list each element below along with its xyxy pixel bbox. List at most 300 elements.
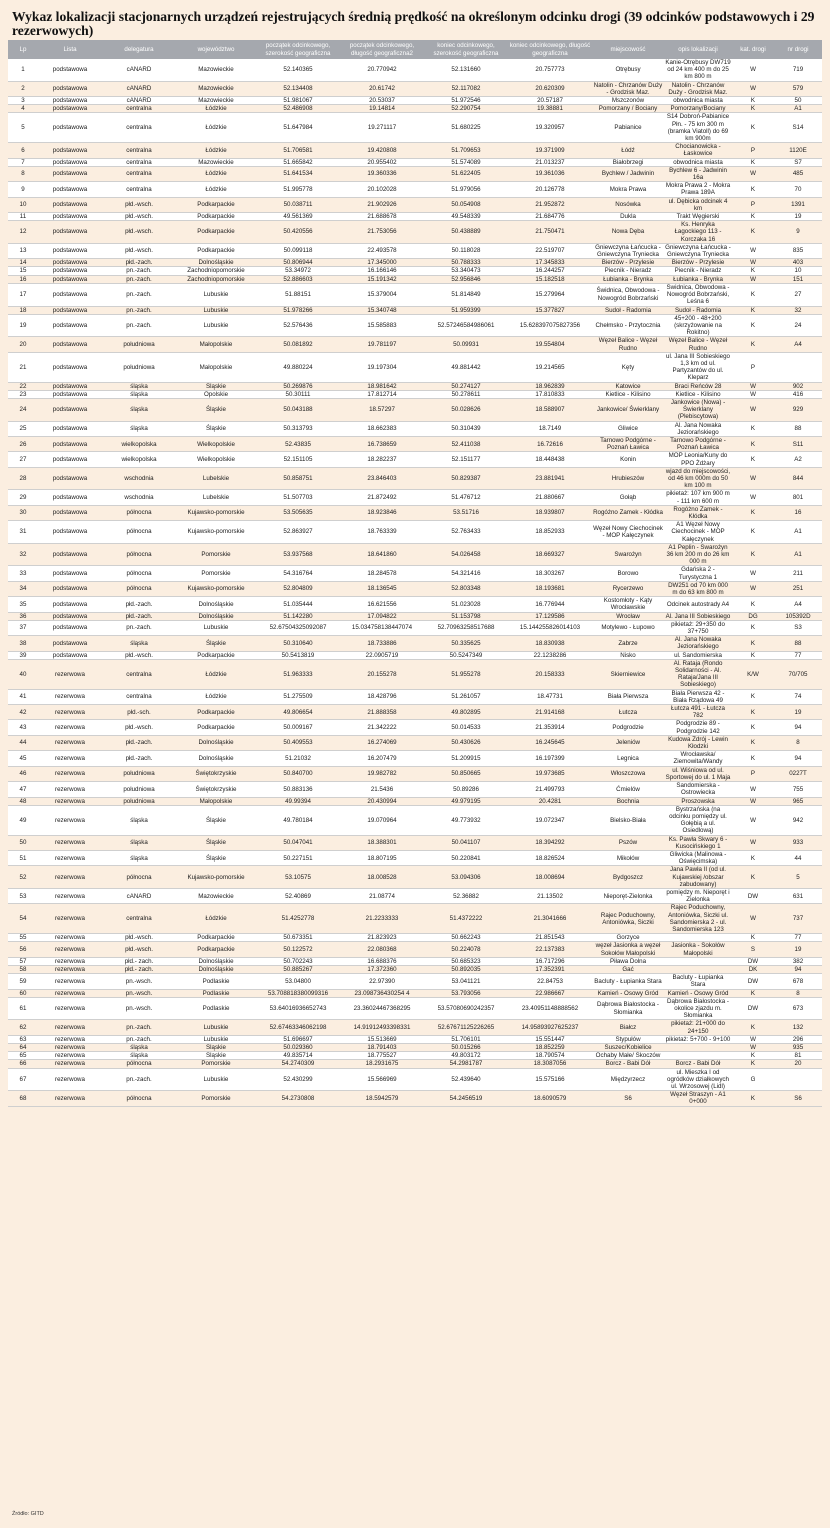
- table-cell: 52.36882: [424, 888, 508, 903]
- table-cell: Rogóżno Zamek - Kłódka: [664, 505, 732, 520]
- table-cell: śląska: [102, 1052, 176, 1060]
- table-cell: 94: [774, 965, 822, 973]
- table-row: [8, 543, 822, 566]
- table-cell: 53.51716: [424, 505, 508, 520]
- table-cell: Rajec Poduchowny, Antoniówka, Siczki: [592, 904, 664, 934]
- table-cell: W: [732, 275, 774, 283]
- table-cell: W: [732, 59, 774, 81]
- table-cell: 57: [8, 957, 38, 965]
- table-cell: podstawowa: [38, 306, 102, 314]
- column-header: początek odcinkowego, długość geograficzna2: [340, 40, 424, 59]
- table-cell: 41: [8, 689, 38, 704]
- table-cell: 737: [774, 904, 822, 934]
- page-title: Wykaz lokalizacji stacjonarnych urządzeń rejestrujących średnią prędkość na określonym odcinku drogi (39 odcinków podstawowych i 29 rezerwowych): [12, 9, 815, 38]
- table-cell: pikietaż: 21+000 do 24+150: [664, 1020, 732, 1035]
- table-cell: 20.61742: [340, 81, 424, 96]
- table-cell: 18.5942579: [340, 1091, 424, 1106]
- table-cell: rezerwowa: [38, 659, 102, 689]
- table-cell: południowa: [102, 797, 176, 805]
- table-cell: Nosówka: [592, 197, 664, 212]
- table-row: [8, 81, 822, 96]
- table-cell: W: [732, 1035, 774, 1043]
- table-cell: rezerwowa: [38, 1035, 102, 1043]
- table-cell: 3: [8, 97, 38, 105]
- table-cell: W: [732, 243, 774, 258]
- table-row: [8, 866, 822, 889]
- table-cell: pn.-zach.: [102, 314, 176, 337]
- table-cell: 51.680225: [424, 113, 508, 143]
- table-cell: K: [732, 97, 774, 105]
- table-cell: rezerwowa: [38, 934, 102, 942]
- table-cell: 49.99394: [256, 797, 340, 805]
- table-cell: K: [732, 452, 774, 467]
- table-row: [8, 659, 822, 689]
- table-cell: Podkarpackie: [176, 197, 256, 212]
- table-cell: 50: [8, 835, 38, 850]
- table-cell: K: [732, 1060, 774, 1068]
- table-cell: 51.963333: [256, 659, 340, 689]
- table-cell: 32: [8, 543, 38, 566]
- table-cell: W: [732, 797, 774, 805]
- table-cell: 50.038711: [256, 197, 340, 212]
- table-cell: K: [732, 283, 774, 306]
- table-row: [8, 382, 822, 390]
- table-cell: 965: [774, 797, 822, 805]
- table-cell: Kudowa Zdrój - Lewin Kłodzki: [664, 735, 732, 750]
- table-cell: podstawowa: [38, 490, 102, 505]
- table-cell: S14 Dobroń-Pabianice Płn. - 75 km 300 m (bramka Viatoll) do 69 km 900m: [664, 113, 732, 143]
- table-cell: 50.89286: [424, 782, 508, 797]
- table-cell: podstawowa: [38, 143, 102, 158]
- table-row: [8, 566, 822, 581]
- table-row: [8, 352, 822, 382]
- table-cell: 53.64016936652743: [256, 997, 340, 1020]
- table-cell: rezerwowa: [38, 1068, 102, 1091]
- table-cell: 14.95893927625237: [508, 1020, 592, 1035]
- table-cell: S: [732, 942, 774, 957]
- table-cell: Śląskie: [176, 382, 256, 390]
- table-cell: 53.340473: [424, 267, 508, 275]
- table-cell: Gołąb: [592, 490, 664, 505]
- table-row: [8, 1091, 822, 1106]
- table-cell: podstawowa: [38, 59, 102, 81]
- table-cell: płd.-wsch.: [102, 651, 176, 659]
- table-cell: 50.099118: [256, 243, 340, 258]
- table-cell: [664, 965, 732, 973]
- table-cell: Łódzkie: [176, 659, 256, 689]
- table-cell: 18.669327: [508, 543, 592, 566]
- table-cell: Proszowska: [664, 797, 732, 805]
- table-cell: 23.098736430254 4: [340, 989, 424, 997]
- table-cell: 21.3041666: [508, 904, 592, 934]
- table-cell: Kietlice - Kilisino: [592, 390, 664, 398]
- table-cell: 251: [774, 581, 822, 596]
- table-cell: 51.622405: [424, 166, 508, 181]
- table-cell: 20.620309: [508, 81, 592, 96]
- table-cell: 19.271117: [340, 113, 424, 143]
- table-cell: Dolnośląskie: [176, 751, 256, 766]
- table-cell: 19.320957: [508, 113, 592, 143]
- column-header: początek odcinkowego, szerokość geograficzna: [256, 40, 340, 59]
- table-cell: 22.137383: [508, 942, 592, 957]
- table-cell: 51.209915: [424, 751, 508, 766]
- table-cell: 77: [774, 934, 822, 942]
- table-cell: 49.773932: [424, 805, 508, 835]
- table-cell: Łubianka - Brynka: [664, 275, 732, 283]
- table-cell: 20: [8, 337, 38, 352]
- table-cell: śląska: [102, 382, 176, 390]
- table-cell: podstawowa: [38, 612, 102, 620]
- table-cell: cANARD: [102, 59, 176, 81]
- table-cell: podstawowa: [38, 221, 102, 244]
- table-cell: 59: [8, 974, 38, 989]
- table-row: [8, 689, 822, 704]
- table-cell: płd.-zach.: [102, 259, 176, 267]
- table-cell: Podkarpackie: [176, 705, 256, 720]
- table-cell: północna: [102, 866, 176, 889]
- table-cell: 929: [774, 398, 822, 421]
- table-cell: Łódzkie: [176, 904, 256, 934]
- table-cell: 20.770942: [340, 59, 424, 81]
- table-cell: 52.117082: [424, 81, 508, 96]
- table-cell: Mokra Prawa 2 - Mokra Prawa 189A: [665, 182, 731, 197]
- table-row: [8, 1044, 822, 1052]
- table-cell: 52.140365: [256, 59, 340, 81]
- table-cell: 52.439640: [424, 1068, 508, 1091]
- table-cell: 50.673351: [256, 934, 340, 942]
- table-cell: A1: [774, 543, 822, 566]
- table-cell: DW: [732, 997, 774, 1020]
- table-cell: DW: [732, 974, 774, 989]
- table-row: [8, 581, 822, 596]
- table-row: [8, 612, 822, 620]
- table-cell: 18.282237: [340, 452, 424, 467]
- table-cell: północna: [102, 1060, 176, 1068]
- table-cell: K: [732, 158, 774, 166]
- table-row: [8, 797, 822, 805]
- table-cell: 53.04800: [256, 974, 340, 989]
- table-cell: 68: [8, 1091, 38, 1106]
- table-cell: 579: [774, 81, 822, 96]
- table-body: [8, 59, 822, 1106]
- table-cell: 14: [8, 259, 38, 267]
- table-cell: Kujawsko-pomorskie: [176, 581, 256, 596]
- table-cell: pomiędzy m. Nieporęt i Zielonka: [664, 888, 732, 903]
- table-cell: Ks. Pawła Skwary 6 - Kusocińskiego 1: [664, 835, 732, 850]
- table-cell: Tarnowo Podgórne - Poznań Ławica: [592, 436, 664, 451]
- table-cell: 18.136545: [340, 581, 424, 596]
- table-cell: K: [732, 213, 774, 221]
- table-row: [8, 934, 822, 942]
- column-header: kat. drogi: [732, 40, 774, 59]
- table-cell: K: [732, 735, 774, 750]
- table-cell: 22: [8, 382, 38, 390]
- table-cell: Śląskie: [176, 805, 256, 835]
- table-cell: Podkarpackie: [176, 243, 256, 258]
- table-cell: 50.028626: [424, 398, 508, 421]
- table-cell: pn.-wsch.: [102, 974, 176, 989]
- table-cell: podstawowa: [38, 382, 102, 390]
- table-row: [8, 974, 822, 989]
- table-cell: Gniewczyna Łańcucka - Gniewczyna Tryniecka: [592, 243, 664, 258]
- table-cell: MOP Leonia/Kuny do PPO Żdżary: [664, 452, 732, 467]
- table-cell: śląska: [102, 805, 176, 835]
- table-cell: Podkarpackie: [176, 942, 256, 957]
- table-cell: 40: [8, 659, 38, 689]
- table-cell: 51.574089: [424, 158, 508, 166]
- table-cell: Zabrze: [592, 636, 664, 651]
- table-cell: 67: [8, 1068, 38, 1091]
- table-cell: podstawowa: [38, 467, 102, 490]
- table-cell: Świętokrzyskie: [176, 766, 256, 781]
- table-cell: podstawowa: [38, 314, 102, 337]
- table-cell: K: [732, 436, 774, 451]
- table-cell: 5: [774, 866, 822, 889]
- table-cell: wielkopolska: [102, 436, 176, 451]
- table-cell: Kietlice - Kilisino: [664, 390, 732, 398]
- table-cell: Dąbrowa Białostocka - okolice zjazdu m. Słomianka: [664, 997, 732, 1020]
- table-cell: 17.345000: [340, 259, 424, 267]
- table-cell: podstawowa: [38, 566, 102, 581]
- table-cell: 52.430299: [256, 1068, 340, 1091]
- table-cell: Kamień - Osowy Gród: [664, 989, 732, 997]
- table-cell: 24: [774, 314, 822, 337]
- table-cell: A1: [774, 521, 822, 544]
- table-cell: podstawowa: [38, 597, 102, 612]
- table-cell: Gdańska 2 - Turystyczna 1: [664, 566, 732, 581]
- table-cell: 18.641860: [340, 543, 424, 566]
- table-row: [8, 306, 822, 314]
- table-cell: Podgrodzie: [592, 720, 664, 735]
- table-cell: 23.881941: [508, 467, 592, 490]
- table-cell: K: [732, 221, 774, 244]
- table-cell: 37: [8, 620, 38, 635]
- table-cell: 21.688678: [340, 213, 424, 221]
- table-cell: 50.788333: [424, 259, 508, 267]
- table-cell: Śląskie: [176, 421, 256, 436]
- table-cell: Pomorskie: [176, 1060, 256, 1068]
- table-cell: Trakt Węgierski: [664, 213, 732, 221]
- table-cell: 17.094822: [340, 612, 424, 620]
- table-cell: wielkopolska: [102, 452, 176, 467]
- table-cell: Podkarpackie: [176, 651, 256, 659]
- table-cell: [774, 1068, 822, 1091]
- table-cell: 19.197304: [340, 352, 424, 382]
- table-cell: 23.40951148888562: [508, 997, 592, 1020]
- table-cell: 15.379004: [340, 283, 424, 306]
- table-cell: K: [732, 1091, 774, 1106]
- table-cell: Pabianice: [592, 113, 664, 143]
- table-cell: Sandomierska - Ostrowiecka: [664, 782, 732, 797]
- table-cell: 382: [774, 957, 822, 965]
- table-cell: 53.937568: [256, 543, 340, 566]
- table-cell: rezerwowa: [38, 974, 102, 989]
- table-cell: ul. Wiśniowa od ul. Sportowej do ul. 1 Maja: [665, 766, 731, 781]
- table-cell: 15.034758138447074: [340, 620, 424, 635]
- table-cell: S14: [774, 113, 822, 143]
- table-cell: centralna: [102, 105, 176, 113]
- table-cell: K: [732, 850, 774, 865]
- table-cell: 21.851543: [508, 934, 592, 942]
- table-cell: 49.548339: [424, 213, 508, 221]
- table-cell: 52.804809: [256, 581, 340, 596]
- table-cell: 52.863927: [256, 521, 340, 544]
- table-cell: 50.858751: [256, 467, 340, 490]
- table-cell: Al. Jana Nowaka Jeziorańskiego: [664, 421, 732, 436]
- table-cell: 20.757773: [508, 59, 592, 81]
- table-cell: 21.499793: [508, 782, 592, 797]
- table-cell: północna: [102, 521, 176, 544]
- table-cell: Zachodniopomorskie: [176, 267, 256, 275]
- table-cell: Wielkopolskie: [176, 452, 256, 467]
- table-cell: 94: [774, 751, 822, 766]
- table-cell: Otrębusy: [592, 59, 664, 81]
- table-row: [8, 766, 822, 781]
- table-cell: Łódzkie: [176, 113, 256, 143]
- table-cell: 54.321416: [424, 566, 508, 581]
- table-cell: cANARD: [102, 81, 176, 96]
- table-cell: 49.806654: [256, 705, 340, 720]
- table-cell: Odcinek autostrady A4: [664, 597, 732, 612]
- table-cell: 51.979056: [424, 182, 508, 197]
- table-cell: 17.810833: [508, 390, 592, 398]
- table-cell: 50.118028: [424, 243, 508, 258]
- table-row: [8, 59, 822, 81]
- table-cell: 45+200 - 48+200 (skrzyżowanie na Rokitno): [664, 314, 732, 337]
- table-cell: podstawowa: [38, 452, 102, 467]
- table-cell: 17.129586: [508, 612, 592, 620]
- table-cell: [664, 957, 732, 965]
- table-cell: 23.846403: [340, 467, 424, 490]
- table-cell: rezerwowa: [38, 904, 102, 934]
- table-cell: DW251 od 70 km 000 m do 63 km 800 m: [664, 581, 732, 596]
- table-cell: 23: [8, 390, 38, 398]
- table-cell: centralna: [102, 143, 176, 158]
- table-cell: 50.420556: [256, 221, 340, 244]
- table-cell: Piecnik - Nieradz: [664, 267, 732, 275]
- table-cell: podstawowa: [38, 352, 102, 382]
- table-cell: podstawowa: [38, 213, 102, 221]
- table-cell: 14.91912493398331: [340, 1020, 424, 1035]
- table-cell: 105392D: [774, 612, 822, 620]
- table-cell: 15.191342: [340, 275, 424, 283]
- table-cell: południowa: [102, 352, 176, 382]
- table-row: [8, 158, 822, 166]
- table-cell: rezerwowa: [38, 689, 102, 704]
- table-cell: 16.274069: [340, 735, 424, 750]
- table-cell: 1120E: [774, 143, 822, 158]
- table-cell: 51.706581: [256, 143, 340, 158]
- table-cell: 11: [8, 213, 38, 221]
- table-cell: pikietaż: 29+350 do 37+750: [664, 620, 732, 635]
- table-cell: 22.986667: [508, 989, 592, 997]
- table-cell: węzeł Jasionka a węzeł Sokołów Małopolski: [592, 942, 664, 957]
- table-cell: Rogóżno Zamek - Kłódka: [592, 505, 664, 520]
- table-row: [8, 467, 822, 490]
- table-cell: 18.284578: [340, 566, 424, 581]
- table-cell: 21.750471: [508, 221, 592, 244]
- table-cell: Łódzkie: [176, 105, 256, 113]
- table-cell: 52.43835: [256, 436, 340, 451]
- table-cell: K: [732, 543, 774, 566]
- table-cell: 19: [774, 942, 822, 957]
- table-cell: płd.-sch.: [102, 705, 176, 720]
- table-cell: K: [732, 521, 774, 544]
- table-cell: 20.57187: [508, 97, 592, 105]
- table-cell: podstawowa: [38, 97, 102, 105]
- table-cell: śląska: [102, 850, 176, 865]
- table-cell: 49.802895: [424, 705, 508, 720]
- table-cell: K: [732, 505, 774, 520]
- table-cell: podstawowa: [38, 166, 102, 181]
- table-cell: Dolnośląskie: [176, 597, 256, 612]
- table-cell: rezerwowa: [38, 1091, 102, 1106]
- table-cell: 52.411038: [424, 436, 508, 451]
- table-cell: 35: [8, 597, 38, 612]
- table-cell: 50.30111: [256, 390, 340, 398]
- table-cell: A1 Peplin - Swarożyn 36 km 200 m do 26 km 000 m: [664, 543, 732, 566]
- table-cell: Dolnośląskie: [176, 259, 256, 267]
- table-cell: 19.14814: [340, 105, 424, 113]
- table-cell: Świdnica, Obwodowa - Nowogród Bobrzański: [592, 283, 664, 306]
- table-cell: Natolin - Chrzanów Duży - Grodzisk Maz.: [664, 81, 732, 96]
- table-cell: Skierniewice: [592, 659, 664, 689]
- table-cell: 52.151177: [424, 452, 508, 467]
- column-header: nr drogi: [774, 40, 822, 59]
- table-cell: śląska: [102, 636, 176, 651]
- table-cell: 50.885267: [256, 965, 340, 973]
- table-cell: 19.371909: [508, 143, 592, 158]
- table-cell: 52.956846: [424, 275, 508, 283]
- table-cell: Podlaskie: [176, 997, 256, 1020]
- table-cell: Kujawsko-pomorskie: [176, 505, 256, 520]
- table-cell: 18.3087056: [508, 1060, 592, 1068]
- table-cell: 50.840700: [256, 766, 340, 781]
- table-cell: 51.709653: [424, 143, 508, 158]
- table-cell: Lubuskie: [176, 620, 256, 635]
- table-cell: 21.08774: [340, 888, 424, 903]
- table-cell: Motylewo - Łupowo: [592, 620, 664, 635]
- table-cell: 7: [8, 158, 38, 166]
- table-cell: 30: [8, 505, 38, 520]
- table-row: [8, 267, 822, 275]
- table-cell: 19: [774, 213, 822, 221]
- table-cell: Ochaby Małe/ Skoczów: [592, 1052, 664, 1060]
- table-cell: 27: [774, 283, 822, 306]
- column-header: Lista: [38, 40, 102, 59]
- table-cell: W: [732, 1044, 774, 1052]
- table-cell: rezerwowa: [38, 888, 102, 903]
- table-cell: 50.5413819: [256, 651, 340, 659]
- table-row: [8, 957, 822, 965]
- table-cell: płd.-wsch.: [102, 942, 176, 957]
- table-cell: Ćmielów: [592, 782, 664, 797]
- table-cell: płd.-zach.: [102, 612, 176, 620]
- table-cell: 18.923846: [340, 505, 424, 520]
- table-cell: 19.982782: [340, 766, 424, 781]
- table-row: [8, 521, 822, 544]
- table-cell: 49.780184: [256, 805, 340, 835]
- table-cell: Podlaskie: [176, 974, 256, 989]
- table-cell: W: [732, 805, 774, 835]
- table-cell: Podkarpackie: [176, 221, 256, 244]
- table-cell: K: [732, 934, 774, 942]
- table-cell: rezerwowa: [38, 989, 102, 997]
- table-cell: płd.-wsch.: [102, 197, 176, 212]
- table-cell: 50.310640: [256, 636, 340, 651]
- table-cell: podstawowa: [38, 620, 102, 635]
- table-cell: Nisko: [592, 651, 664, 659]
